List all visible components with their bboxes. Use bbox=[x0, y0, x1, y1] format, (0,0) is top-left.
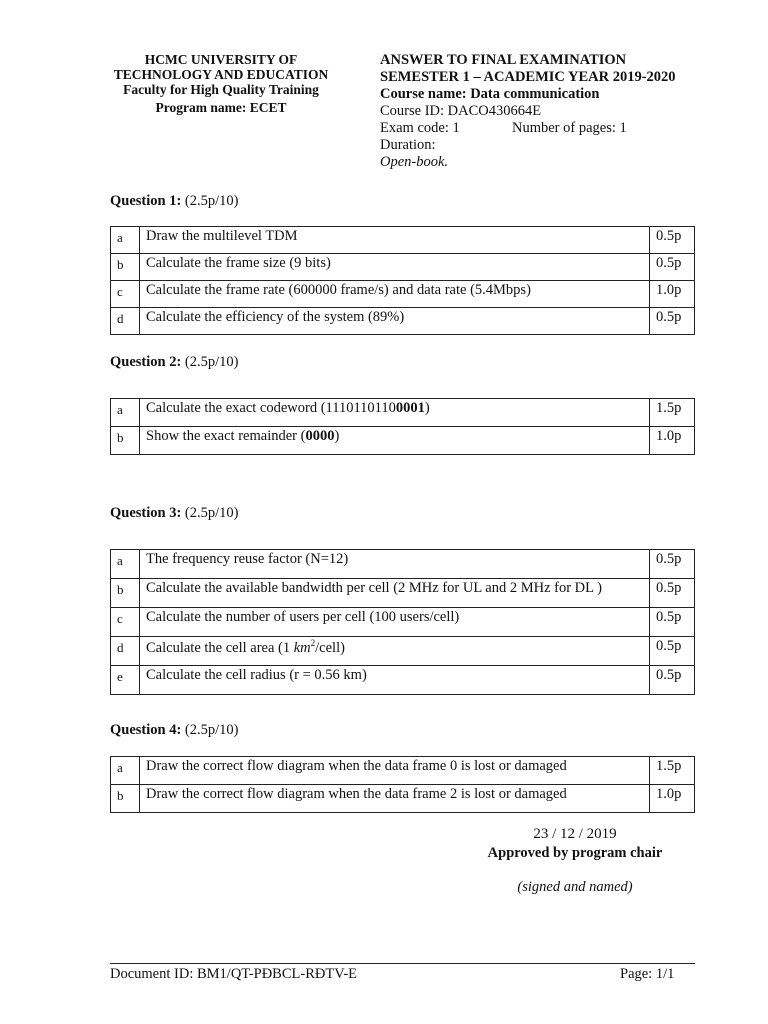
row-text: Calculate the available bandwidth per cell (2 MHz for UL and 2 MHz for DL ) bbox=[140, 579, 650, 608]
row-score: 0.5p bbox=[650, 637, 695, 666]
question-1-points: (2.5p/10) bbox=[184, 193, 239, 209]
question-4-label: Question 4: bbox=[110, 722, 182, 738]
row-text: Calculate the frame size (9 bits) bbox=[140, 254, 650, 281]
row-text: Draw the multilevel TDM bbox=[140, 227, 650, 254]
row-text: Calculate the efficiency of the system (89%) bbox=[140, 308, 650, 335]
question-2-table bbox=[110, 398, 695, 455]
table-row bbox=[111, 254, 695, 281]
question-4-title bbox=[110, 722, 238, 739]
university-name-line2: TECHNOLOGY AND EDUCATION bbox=[113, 67, 329, 82]
exam-title-line1: ANSWER TO FINAL EXAMINATION bbox=[380, 52, 627, 68]
table-row bbox=[111, 757, 695, 785]
row-letter: d bbox=[111, 308, 140, 335]
row-letter: b bbox=[111, 785, 140, 813]
approved-by: Approved by program chair bbox=[487, 845, 663, 861]
course-name: Course name: Data communication bbox=[380, 86, 600, 102]
open-book-note: Open-book. bbox=[380, 154, 449, 170]
table-row bbox=[111, 227, 695, 254]
row-score: 0.5p bbox=[650, 550, 695, 579]
signature-note: (signed and named) bbox=[517, 879, 633, 895]
row-text: Show the exact remainder (0000) bbox=[140, 427, 650, 455]
row-letter: d bbox=[111, 637, 140, 666]
row-text: Calculate the exact codeword (11101101100001) bbox=[140, 399, 650, 427]
row-score: 0.5p bbox=[650, 666, 695, 695]
exam-title-line2: SEMESTER 1 – ACADEMIC YEAR 2019-2020 bbox=[380, 69, 676, 85]
question-1-table bbox=[110, 226, 695, 335]
number-of-pages: Number of pages: 1 bbox=[511, 120, 627, 136]
question-2-title bbox=[110, 354, 238, 371]
exam-code: Exam code: 1 bbox=[380, 120, 460, 136]
table-row bbox=[111, 785, 695, 813]
row-score: 0.5p bbox=[650, 227, 695, 254]
course-id: Course ID: DACO430664E bbox=[380, 103, 542, 119]
question-2-label: Question 2: bbox=[110, 354, 182, 370]
table-row bbox=[111, 550, 695, 579]
approval-date: 23 / 12 / 2019 bbox=[533, 826, 617, 842]
row-score: 0.5p bbox=[650, 254, 695, 281]
row-score: 1.0p bbox=[650, 785, 695, 813]
row-text: Calculate the cell radius (r = 0.56 km) bbox=[140, 666, 650, 695]
row-letter: b bbox=[111, 254, 140, 281]
row-score: 0.5p bbox=[650, 608, 695, 637]
page-number: Page: 1/1 bbox=[620, 966, 675, 982]
question-3-title bbox=[110, 505, 238, 522]
header-right bbox=[380, 52, 676, 171]
question-4-points: (2.5p/10) bbox=[184, 722, 239, 738]
question-4-table bbox=[110, 756, 695, 813]
table-row bbox=[111, 608, 695, 637]
question-3-label: Question 3: bbox=[110, 505, 182, 521]
row-letter: a bbox=[111, 757, 140, 785]
row-letter: e bbox=[111, 666, 140, 695]
program-name: Program name: ECET bbox=[155, 100, 287, 115]
table-row bbox=[111, 637, 695, 666]
question-1-label: Question 1: bbox=[110, 193, 182, 209]
table-row bbox=[111, 308, 695, 335]
row-text: Draw the correct flow diagram when the data frame 0 is lost or damaged bbox=[140, 757, 650, 785]
university-name-line1: HCMC UNIVERSITY OF bbox=[144, 52, 298, 67]
row-letter: b bbox=[111, 579, 140, 608]
row-text: Calculate the frame rate (600000 frame/s) and data rate (5.4Mbps) bbox=[140, 281, 650, 308]
table-row bbox=[111, 399, 695, 427]
row-score: 0.5p bbox=[650, 308, 695, 335]
table-row bbox=[111, 579, 695, 608]
exam-code-row bbox=[380, 120, 676, 137]
row-score: 1.0p bbox=[650, 281, 695, 308]
row-letter: c bbox=[111, 281, 140, 308]
row-text: Calculate the cell area (1 $km^2/cell$) bbox=[140, 637, 650, 666]
duration: Duration: bbox=[380, 137, 436, 153]
footer-divider bbox=[110, 963, 695, 964]
faculty-name: Faculty for High Quality Training bbox=[123, 82, 319, 97]
row-letter: a bbox=[111, 550, 140, 579]
row-score: 1.5p bbox=[650, 399, 695, 427]
row-score: 1.0p bbox=[650, 427, 695, 455]
question-2-points: (2.5p/10) bbox=[184, 354, 239, 370]
question-1-title bbox=[110, 193, 238, 210]
header-left bbox=[100, 52, 342, 115]
table-row bbox=[111, 666, 695, 695]
row-score: 0.5p bbox=[650, 579, 695, 608]
row-text: Draw the correct flow diagram when the data frame 2 is lost or damaged bbox=[140, 785, 650, 813]
question-3-table bbox=[110, 549, 695, 695]
table-row bbox=[111, 281, 695, 308]
row-letter: a bbox=[111, 227, 140, 254]
row-score: 1.5p bbox=[650, 757, 695, 785]
question-3-points: (2.5p/10) bbox=[184, 505, 239, 521]
table-row bbox=[111, 427, 695, 455]
row-text: Calculate the number of users per cell (100 users/cell) bbox=[140, 608, 650, 637]
row-text: The frequency reuse factor (N=12) bbox=[140, 550, 650, 579]
row-letter: c bbox=[111, 608, 140, 637]
document-id: Document ID: BM1/QT-PĐBCL-RĐTV-E bbox=[110, 966, 358, 982]
row-letter: a bbox=[111, 399, 140, 427]
row-letter: b bbox=[111, 427, 140, 455]
